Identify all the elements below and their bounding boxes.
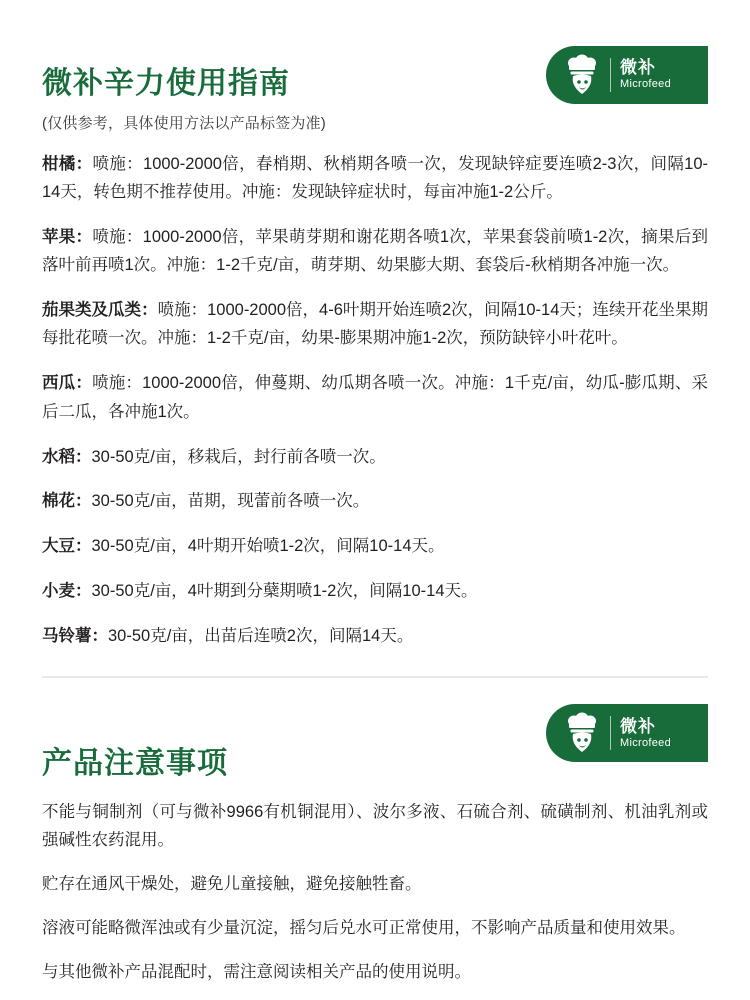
logo-text — [620, 718, 671, 749]
brand-logo-badge-top — [546, 46, 708, 104]
list-item: 溶液可能略微浑浊或有少量沉淀，摇匀后兑水可正常使用，不影响产品质量和使用效果。 — [42, 919, 686, 938]
logo-divider — [610, 58, 611, 92]
list-item — [42, 443, 708, 471]
crop-usage-list — [42, 150, 708, 651]
crop-name: 柑橘： — [42, 154, 93, 173]
logo-divider — [610, 716, 611, 750]
logo-text-cn: 微补 — [620, 716, 656, 736]
notes-title: 产品注意事项 — [42, 747, 228, 781]
crop-detail: 30-50克/亩，移栽后，封行前各喷一次。 — [91, 447, 386, 466]
crop-name: 大豆： — [42, 537, 92, 556]
notes-section — [42, 678, 708, 987]
list-item — [42, 577, 708, 605]
list-item — [42, 487, 708, 515]
list-item — [42, 150, 708, 207]
crop-name: 马铃薯： — [42, 627, 108, 645]
usage-subtitle: (仅供参考，具体使用方法以产品标签为准) — [42, 115, 326, 132]
list-item — [42, 223, 708, 280]
list-item — [42, 369, 708, 426]
notes-list — [42, 799, 708, 987]
logo-text-en: Microfeed — [620, 736, 671, 749]
usage-title: 微补辛力使用指南 — [42, 67, 290, 100]
brand-logo-badge-bottom — [546, 704, 708, 762]
chef-hat-mascot-icon — [560, 53, 604, 97]
crop-name: 西瓜： — [42, 374, 93, 393]
crop-detail: 30-50克/亩，4叶期开始喷1-2次，间隔10-14天。 — [91, 537, 445, 556]
crop-name: 水稻： — [42, 447, 92, 466]
list-item: 贮存在通风干燥处，避免儿童接触，避免接触牲畜。 — [42, 874, 422, 893]
list-item — [42, 296, 708, 353]
crop-detail: 喷施：1000-2000倍，4-6叶期开始连喷2次，间隔10-14天；连续开花坐果期每批花喷一次。冲施：1-2千克/亩，幼果-膨果期冲施1-2次，预防缺锌小叶花叶。 — [42, 301, 708, 348]
list-item — [42, 622, 708, 650]
list-item — [42, 532, 708, 560]
list-item: 不能与铜制剂（可与微补9966有机铜混用）、波尔多液、石硫合剂、硫磺制剂、机油乳剂或强碱性农药混用。 — [42, 802, 708, 849]
crop-detail: 30-50克/亩，出苗后连喷2次，间隔14天。 — [108, 627, 414, 645]
crop-detail: 喷施：1000-2000倍，春梢期、秋梢期各喷一次，发现缺锌症要连喷2-3次，间隔10-14天，转色期不推荐使用。冲施：发现缺锌症状时，每亩冲施1-2公斤。 — [42, 154, 709, 201]
crop-name: 小麦： — [42, 582, 92, 601]
logo-text-cn: 微补 — [620, 58, 656, 78]
logo-text-en: Microfeed — [620, 78, 671, 91]
logo-text — [620, 59, 671, 90]
chef-hat-mascot-icon — [560, 711, 604, 755]
crop-name: 苹果： — [42, 227, 93, 246]
crop-detail: 30-50克/亩，苗期，现蕾前各喷一次。 — [91, 492, 370, 511]
crop-detail: 喷施：1000-2000倍，苹果萌芽期和谢花期各喷1次，苹果套袋前喷1-2次，摘果后到落叶前再喷1次。冲施：1-2千克/亩，萌芽期、幼果膨大期、套袋后-秋梢期各冲施一次。 — [42, 227, 709, 275]
crop-detail: 30-50克/亩，4叶期到分蘖期喷1-2次，间隔10-14天。 — [91, 582, 478, 601]
usage-section — [42, 0, 708, 650]
crop-name: 茄果类及瓜类： — [42, 301, 158, 319]
crop-name: 棉花： — [42, 492, 92, 511]
crop-detail: 喷施：1000-2000倍，伸蔓期、幼瓜期各喷一次。冲施：1千克/亩，幼瓜-膨瓜期、采后二瓜，各冲施1次。 — [42, 374, 708, 421]
list-item: 与其他微补产品混配时，需注意阅读相关产品的使用说明。 — [42, 963, 471, 982]
